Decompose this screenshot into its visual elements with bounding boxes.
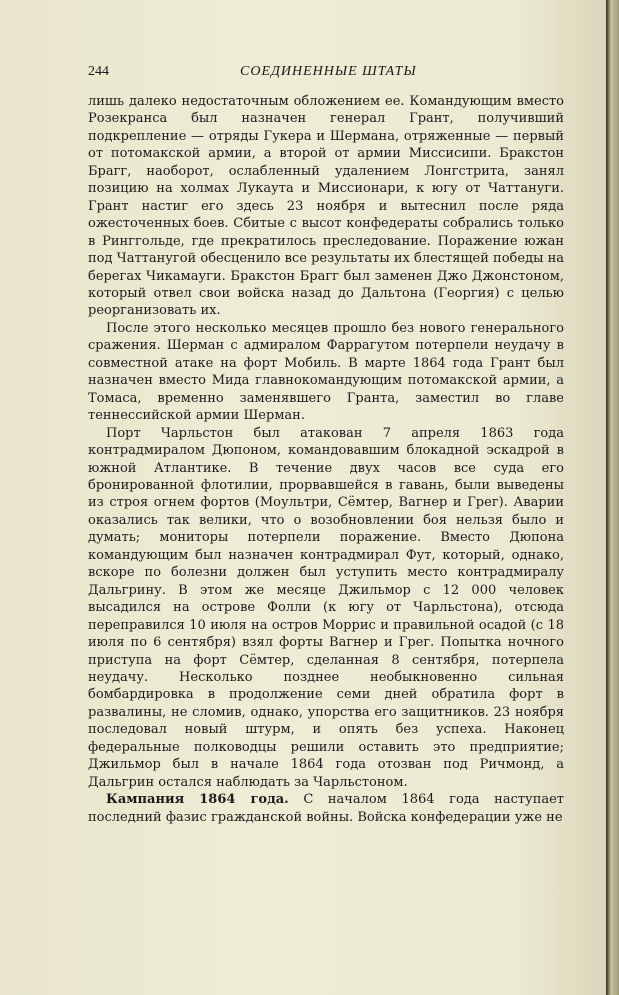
body-text [88, 93, 564, 826]
paragraph: После этого несколько месяцев прошло без нового генерального сражения. Шерман с адмиралом Фаррагутом потерпели неудачу в совместной атаке на форт Мобиль. В марте 1864 года Грант был назначен вместо Мида главнокомандующим потомакской армии, а Томаса, временно заменявшего Гранта, заместил во главе теннессийской армии Шерман. [88, 320, 564, 424]
paragraph [88, 791, 564, 826]
paragraph: лишь далеко недостаточным обложением ее. Командующим вместо Розекранса был назначен генерал Грант, получивший подкрепление — отряды Гукера и Шермана, отряженные — первый от потомакской армии, а второй от армии Миссисипи. Бракстон Брагг, наоборот, ослабленный удалением Лонгстрита, занял позицию на холмах Лукаута и Миссионари, к югу от Чаттануги. Грант настиг его здесь 23 ноября и вытеснил после ряда ожесточенных боев. Сбитые с высот конфедераты собрались только в Ринггольде, где прекратилось преследование. Поражение южан под Чаттанугой обесценило все результаты их блестящей победы на берегах Чикамауги. Бракстон Брагг был заменен Джо Джонстоном, который отвел свои войска назад до Дальтона (Георгия) с целью реорганизовать их. [88, 94, 564, 319]
paragraph: Порт Чарльстон был атакован 7 апреля 1863 года контрадмиралом Дюпоном, командовавшим блокадной эскадрой в южной Атлантике. В течение двух часов все суда его бронированной флотилии, прорвавшейся в гавань, были выведены из строя огнем фортов (Моультри, Сёмтер, Вагнер и Грег). Аварии оказались так велики, что о возобновлении боя нельзя было и думать; мониторы потерпели поражение. Вместо Дюпона командующим был назначен контрадмирал Фут, который, однако, вскоре по болезни должен был уступить место контрадмиралу Дальгрину. В этом же месяце Джильмор с 12 000 человек высадился на острове Фолли (к югу от Чарльстона), отсюда переправился 10 июля на остров Моррис и правильной осадой (с 18 июля по 6 сентября) взял форты Вагнер и Грег. Попытка ночного приступа на форт Сёмтер, сделанная 8 сентября, потерпела неудачу. Несколько позднее необыкновенно сильная бомбардировка в продолжение семи дней обратила форт в развалины, не сломив, однако, упорства его защитников. 23 ноября последовал новый штурм, и опять без успеха. Наконец федеральные полководцы решили оставить это предприятие; Джильмор был в начале 1864 года отозван под Ричмонд, а Дальгрин остался наблюдать за Чарльстоном. [88, 425, 564, 790]
running-title: СОЕДИНЕННЫЕ ШТАТЫ [240, 64, 417, 79]
section-heading: Кампания 1864 года. [106, 792, 289, 808]
page-edge [606, 0, 619, 995]
running-head [88, 64, 558, 84]
paragraph-text: С началом 1864 года наступает последний фазис гражданской войны. Войска конфедерации уже не [88, 792, 564, 825]
page-number: 244 [88, 64, 109, 79]
